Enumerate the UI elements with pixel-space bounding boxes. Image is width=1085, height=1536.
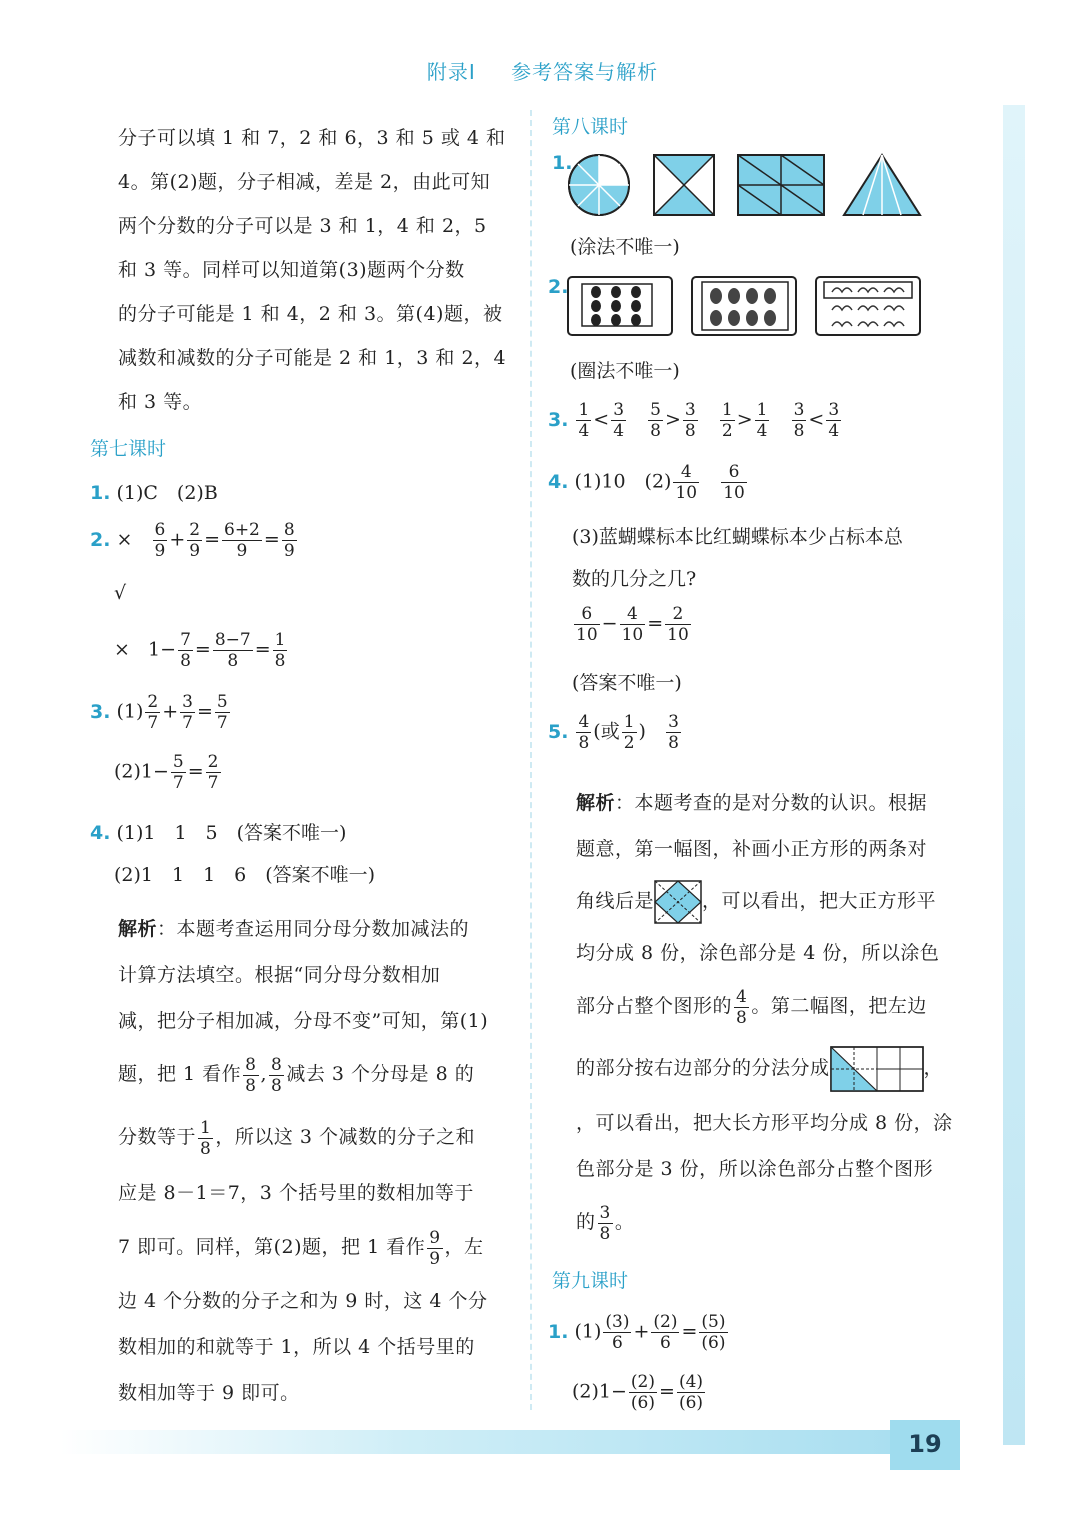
- l8-note2: (圈法不唯一): [570, 360, 680, 382]
- beans-box: [568, 277, 672, 335]
- footer-band: [60, 1430, 920, 1454]
- cross-mark: ×: [116, 528, 133, 551]
- fraction: $\frac{2}{7}$: [147, 692, 159, 733]
- fraction: $\frac{8}{8}$: [245, 1054, 257, 1096]
- fraction: $\frac{1}{8}$: [274, 630, 286, 671]
- intro-line: 分子可以填 1 和 7，2 和 6，3 和 5 或 4 和: [118, 127, 506, 149]
- analysis-line: 部分占整个图形的: [576, 995, 733, 1017]
- fraction: $\frac{9}{9}$: [429, 1227, 441, 1269]
- q2-pictures: [566, 274, 926, 340]
- page-number: 19: [890, 1420, 960, 1470]
- intro-line: 减数和减数的分子可能是 2 和 1，3 和 2，4: [118, 347, 507, 369]
- rectangle-shape: [738, 155, 824, 215]
- analysis-line: 的部分按右边部分的分法分成: [576, 1057, 830, 1079]
- intro-line: 4。第(2)题，分子相减，差是 2，由此可知: [118, 171, 491, 193]
- analysis-line: 分数等于: [118, 1126, 197, 1148]
- analysis-line: 题，把 1 看作: [118, 1063, 242, 1085]
- l7-q3-2: (2)1− $\frac{5}{7}$ = $\frac{2}{7}$: [114, 752, 219, 793]
- q1-shapes: [566, 152, 926, 218]
- fraction: $\frac{8}{9}$: [283, 520, 295, 561]
- lesson8-title: 第八课时: [552, 116, 629, 138]
- diagonal-square-inline: [654, 880, 702, 924]
- q-number: 3.: [548, 408, 569, 431]
- l8-analysis: 解析：本题考查的是对分数的认识。根据 题意，第一幅图，补画小正方形的两条对 角线后是 ，可以看出，把大正方形平 均分成 8 份，涂色部分是 4 份，所以涂色 部分占整个图形的 $\frac{4}{8}$ 。第二幅图，把左边 的部分按右边部分的分法分成 ， ，可以看出，把大长方形平均分成 8 份，涂 色部分是 3 份，所以涂色部分占整个图形 的 $\frac{3}{8}$ 。: [576, 780, 976, 1252]
- l8-q4-3c: $\frac{6}{10}$ − $\frac{4}{10}$ = $\frac{2}{10}$: [576, 604, 689, 645]
- analysis-label: 解析: [118, 918, 158, 940]
- l8-q5: 5. $\frac{4}{8}$ (或 $\frac{1}{2}$ ) $\frac{3}{8}$: [548, 712, 679, 753]
- q1-answer: (1)C (2)B: [116, 482, 218, 504]
- analysis-line: 。: [614, 1211, 635, 1233]
- analysis-label: 解析: [576, 792, 616, 814]
- l9-q1-2: (2)1− $\frac{(2)}{(6)}$ = $\frac{(4)}{(6)}$: [572, 1372, 704, 1413]
- l7-q4-1: [90, 818, 346, 845]
- lesson9-title: 第九课时: [552, 1270, 629, 1292]
- fraction: $\frac{8-7}{8}$: [214, 630, 251, 671]
- q4-line: (1)10 (2): [574, 470, 672, 493]
- square-shape: [654, 155, 714, 215]
- bows-box: [816, 277, 920, 335]
- analysis-line: ：本题考查运用同分母分数加减法的: [157, 918, 470, 940]
- q-number: 2.: [548, 276, 569, 298]
- fraction: $\frac{6+2}{9}$: [224, 520, 260, 561]
- q-number: 3.: [90, 700, 111, 723]
- lesson7-title: 第七课时: [90, 438, 167, 460]
- analysis-line: 均分成 8 份，涂色部分是 4 份，所以涂色: [576, 942, 940, 964]
- l8-q4-3b: 数的几分之几?: [572, 568, 697, 590]
- analysis-line: 。第二幅图，把左边: [751, 995, 927, 1017]
- analysis-line: ，可以看出，把大长方形平均分成 8 份，涂: [576, 1112, 953, 1134]
- analysis-line: 减，把分子相加减，分母不变”可知，第(1): [118, 1010, 489, 1032]
- fraction: $\frac{2}{7}$: [207, 752, 219, 793]
- analysis-line: ，可以看出，把大正方形平: [702, 890, 937, 912]
- analysis-line: 边 4 个分数的分子之和为 9 时，这 4 个分: [118, 1290, 488, 1312]
- l7-q2-c: × 1− $\frac{7}{8}$ = $\frac{8-7}{8}$ = $\frac{1}{8}$: [114, 630, 286, 671]
- cross-mark: ×: [114, 638, 130, 661]
- l9-q1-1: 1. (1) $\frac{(3)}{6}$ + $\frac{(2)}{6}$ = $\frac{(5)}{(6)}$: [548, 1312, 726, 1353]
- q4-line: (1)1 1 5 (答案不唯一): [116, 822, 347, 844]
- analysis-line: ，所以这 3 个减数的分子之和: [215, 1126, 476, 1148]
- analysis-line: 色部分是 3 份，所以涂色部分占整个图形: [576, 1158, 934, 1180]
- fraction: $\frac{5}{7}$: [172, 752, 184, 793]
- q-number: 1.: [548, 1320, 569, 1343]
- appendix-label: 附录Ⅰ: [426, 60, 476, 84]
- fraction: $\frac{7}{8}$: [180, 630, 191, 671]
- pineapples-box: [692, 277, 796, 335]
- intro-text: [118, 116, 518, 424]
- l7-q4-2: (2)1 1 1 6 (答案不唯一): [114, 864, 376, 886]
- analysis-line: 减去 3 个分母是 8 的: [286, 1063, 475, 1085]
- l8-note3: (答案不唯一): [572, 672, 682, 694]
- q5-close: ): [638, 720, 646, 743]
- fraction: $\frac{5}{7}$: [216, 692, 228, 733]
- q-number: 5.: [548, 720, 569, 743]
- side-rail: [1003, 105, 1025, 1445]
- l7-analysis: 解析：本题考查运用同分母分数加减法的 计算方法填空。根据“同分母分数相加 减，把分子相加减，分母不变”可知，第(1) 题，把 1 看作 $\frac{8}{8}$ , $\frac{8}{8}$ 减去 3 个分母是 8 的 分数等于 $\frac{1}{8}$ ，所以这 3 个减数的分子之和 应是 8－1＝7，3 个括号里的数相加等于 7 即可。同样，第(2)题，把 1 看作 $\frac{9}{9}$ ，左 边 4 个分数的分子之和为 9 时，这 4 个分 数相加的和就等于 1，所以 4 个括号里的 数相加等于 9 即可。: [118, 906, 518, 1416]
- header-title: 参考答案与解析: [511, 60, 659, 84]
- analysis-line: 数相加的和就等于 1，所以 4 个括号里的: [118, 1336, 475, 1358]
- fraction: $\frac{6}{9}$: [154, 520, 166, 561]
- intro-line: 两个分数的分子可以是 3 和 1，4 和 2，5: [118, 215, 487, 237]
- analysis-line: 应是 8－1＝7，3 个括号里的数相加等于: [118, 1182, 474, 1204]
- l7-q2-check: √: [114, 582, 127, 604]
- fraction: $\frac{1}{8}$: [200, 1117, 212, 1159]
- q5-or: (或: [593, 720, 620, 743]
- fraction: $\frac{3}{7}$: [182, 692, 193, 733]
- analysis-line: ，: [923, 1057, 944, 1079]
- page-header: [0, 56, 1085, 85]
- column-divider: [530, 110, 532, 1410]
- q-number: 1.: [552, 152, 573, 174]
- fraction: $\frac{8}{8}$: [271, 1054, 283, 1096]
- q-number: 4.: [548, 470, 569, 493]
- analysis-line: 计算方法填空。根据“同分母分数相加: [118, 964, 441, 986]
- q-number: 1.: [90, 482, 111, 504]
- q-number: 2.: [90, 528, 111, 551]
- l8-q3: 3. $\frac{1}{4}$ < $\frac{3}{4}$ $\frac{5}{8}$ > $\frac{3}{8}$ $\frac{1}{2}$ > $\frac{1}{4}$ $\frac{3}{8}$ < $\frac{3}{4}$: [548, 400, 840, 441]
- analysis-line: ：本题考查的是对分数的认识。根据: [615, 792, 928, 814]
- split-rectangle-inline: [830, 1046, 924, 1092]
- intro-line: 和 3 等。: [118, 391, 203, 413]
- fraction: $\frac{2}{9}$: [189, 520, 201, 561]
- triangle-shape: [844, 155, 920, 215]
- intro-line: 和 3 等。同样可以知道第(3)题两个分数: [118, 259, 465, 281]
- l7-q1: [90, 478, 218, 505]
- circle-shape: [569, 155, 629, 215]
- l8-q4-3a: (3)蓝蝴蝶标本比红蝴蝶标本少占标本总: [572, 526, 903, 548]
- analysis-line: 角线后是: [576, 890, 655, 912]
- analysis-line: 的: [576, 1211, 596, 1233]
- q-number: 4.: [90, 822, 111, 844]
- analysis-line: ，左: [444, 1236, 484, 1258]
- intro-line: 的分子可能是 1 和 4，2 和 3。第(4)题，被: [118, 303, 503, 325]
- l7-q2-a: 2. × $\frac{6}{9}$ + $\frac{2}{9}$ = $\frac{6+2}{9}$ = $\frac{8}{9}$: [90, 520, 295, 561]
- analysis-line: 题意，第一幅图，补画小正方形的两条对: [576, 838, 928, 860]
- l8-q4-1: 4. (1)10 (2) $\frac{4}{10}$ $\frac{6}{10}$: [548, 462, 745, 503]
- analysis-line: 7 即可。同样，第(2)题，把 1 看作: [118, 1236, 426, 1258]
- analysis-line: 数相加等于 9 即可。: [118, 1382, 300, 1404]
- l8-note1: (涂法不唯一): [570, 236, 680, 258]
- l7-q3-1: 3. (1) $\frac{2}{7}$ + $\frac{3}{7}$ = $\frac{5}{7}$: [90, 692, 228, 733]
